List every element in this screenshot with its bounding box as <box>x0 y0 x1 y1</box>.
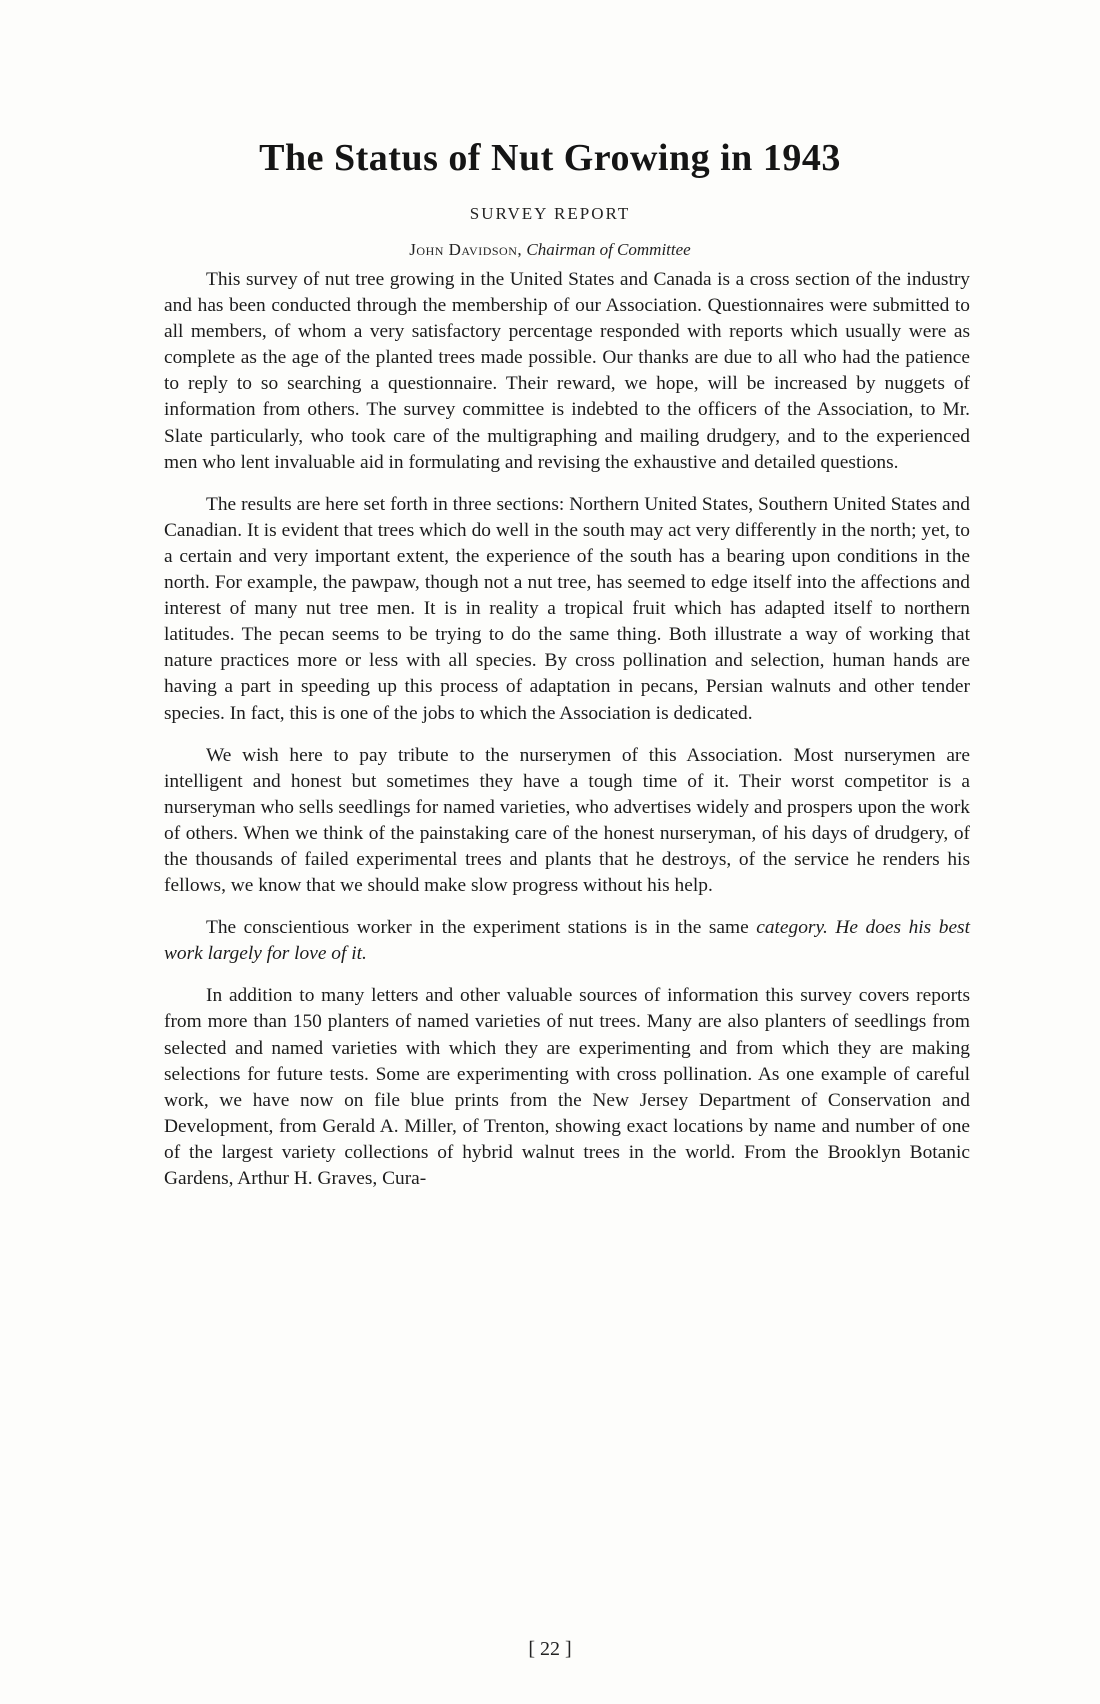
byline <box>0 240 1100 260</box>
paragraph: In addition to many letters and other valuable sources of information this survey covers reports from more than 150 planters of named varieties of nut trees. Many are also planters of seedlings from selected and named varieties with which they are experimenting and from which they are making selections for future tests. Some are experimenting with cross pollination. As one example of careful work, we have now on file blue prints from the New Jersey Department of Conservation and Development, from Gerald A. Miller, of Trenton, showing exact locations by name and number of one of the largest variety collections of hybrid walnut trees in the world. From the Brooklyn Botanic Gardens, Arthur H. Graves, Cura- <box>164 985 970 1189</box>
paragraph <box>164 915 970 967</box>
author-name: John Davidson, <box>409 240 523 259</box>
paragraph: This survey of nut tree growing in the United States and Canada is a cross section of the industry and has been conducted through the membership of our Association. Questionnaires were submitted to all members, of whom a very satisfactory percentage responded with reports which usually were as complete as the age of the planted trees made possible. Our thanks are due to all who had the patience to reply to so searching a questionnaire. Their reward, we hope, will be increased by nuggets of information from others. The survey committee is indebted to the officers of the Association, to Mr. Slate particularly, who took care of the multigraphing and mailing drudgery, and to the experienced men who lent invaluable aid in formulating and revising the exhaustive and detailed questions. <box>164 269 970 473</box>
page-number: [ 22 ] <box>528 1638 572 1660</box>
article-body <box>164 267 970 1208</box>
paragraph: We wish here to pay tribute to the nurserymen of this Association. Most nurserymen are intelligent and honest but sometimes they have a tough time of it. Their worst competitor is a nurseryman who sells seedlings for named varieties, who advertises widely and prospers upon the work of others. When we think of the painstaking care of the honest nurseryman, of his days of drudgery, of the thousands of failed experimental trees and plants that he destroys, of the service he renders his fellows, we know that we should make slow progress without his help. <box>164 744 970 897</box>
paragraph-italic: category. He does his best work largely for love of it. <box>164 917 970 965</box>
paragraph-lead: The conscientious worker in the experiment stations is in the same <box>206 917 749 939</box>
paragraph: The results are here set forth in three sections: Northern United States, Southern United States and Canadian. It is evident that trees which do well in the south may act very differently in the north; yet, to a certain and very important extent, the experience of the south has a bearing upon conditions in the north. For example, the pawpaw, though not a nut tree, has seemed to edge itself into the affections and interest of many nut tree men. It is in reality a tropical fruit which has adapted itself to northern latitudes. The pecan seems to be trying to do the same thing. Both illustrate a way of working that nature practices more or less with all species. By cross pollination and selection, human hands are having a part in speeding up this process of adaptation in pecans, Persian walnuts and other tender species. In fact, this is one of the jobs to which the Association is dedicated. <box>164 493 970 724</box>
section-subtitle: SURVEY REPORT <box>469 204 631 223</box>
author-role: Chairman of Committee <box>526 240 691 259</box>
article-title: The Status of Nut Growing in 1943 <box>259 137 841 179</box>
